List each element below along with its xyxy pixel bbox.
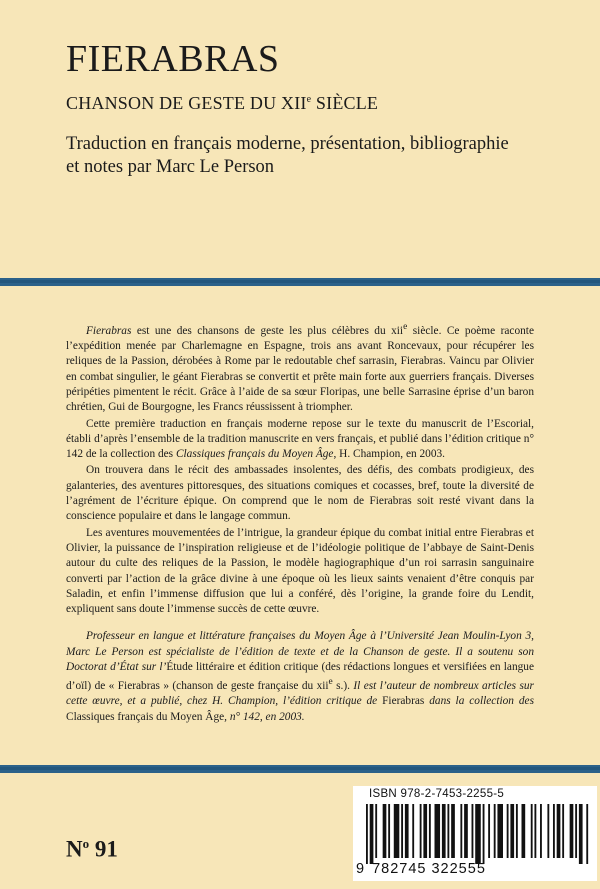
barcode-bar [531, 804, 533, 858]
barcode-bar [423, 804, 427, 858]
barcode-bar [383, 804, 387, 858]
back-cover-text [66, 320, 534, 725]
barcode-icon [366, 804, 590, 864]
barcode-bar [553, 804, 555, 858]
barcode-bar [570, 804, 574, 858]
barcode-bar [510, 804, 514, 858]
barcode-bar [429, 804, 431, 858]
barcode-bar [394, 804, 400, 858]
paragraph-1: Fierabras est une des chansons de geste les plus célèbres du xii$^e$ siècle. Ce poème raconte l’expédition menée par Charlemagne en Espagne, trois ans avant Roncevaux, pour récupérer les reliques de la Passion, dérobées à Rome par le redoutable chef sarrasin, Fierabras. Vaincu par Olivier en combat singulier, le géant Fierabras se convertit et prête main forte aux guerriers français. Diverses péripéties pimentent le récit. Grâce à l’aide de sa sœur Floripas, une belle Sarrasine éprise d’un baron chrétien, Gui de Bourgogne, les Francs réussissent à triompher. [66, 322, 534, 414]
barcode-bar [488, 804, 490, 858]
book-title: FIERABRAS [66, 38, 280, 80]
isbn-label: ISBN 978-2-7453-2255-5 [369, 788, 505, 800]
decorative-band-top [0, 278, 600, 286]
barcode-bar [420, 804, 422, 858]
barcode-bar [412, 804, 414, 858]
paragraph-3: On trouvera dans le récit des ambassades insolentes, des défis, des combats prodigieux, des galanteries, des aventures pittoresques, des situations comiques et cocasses, bref, toute la diversité de l’agrément de l’écriture épique. On comprend que le nom de Fierabras soit resté vivant dans la conscience populaire et dans le langage commun. [66, 464, 534, 523]
barcode-bar [451, 804, 455, 858]
barcode-bar [475, 804, 481, 864]
barcode-bar [494, 804, 496, 858]
barcode-bar [405, 804, 409, 858]
translation-credits: Traduction en français moderne, présentation, bibliographie et notes par Marc Le Person [66, 134, 509, 177]
barcode-bar [557, 804, 561, 858]
book-subtitle: CHANSON DE GESTE DU XIIe SIÈCLE [66, 93, 379, 113]
barcode-bar [447, 804, 449, 858]
barcode-bar [586, 804, 588, 864]
barcode-bar [507, 804, 509, 858]
decorative-band-bottom [0, 765, 600, 773]
barcode-bar [435, 804, 441, 858]
barcode-bar [497, 804, 503, 858]
barcode-bar [575, 804, 577, 858]
barcode-bar [370, 804, 374, 864]
author-biography: Professeur en langue et littérature françaises du Moyen Âge à l’Université Jean Moulin-Lyon 3, Marc Le Person est spécialiste de l’édition de texte et de la Chanson de geste. Il a soutenu son Doctorat d’État sur l’Étude littéraire et édition critique (des rédactions longues et versifiées en langue d’oïl) de « Fierabras » (chanson de geste française du xii$^e$ s.). Il est l’auteur de nombreux articles sur cette œuvre, et a publié, chez H. Champion, l’édition critique de Fierabras dans la collection des Classiques français du Moyen Âge, n° 142, en 2003. [66, 630, 534, 723]
paragraph-2: Cette première traduction en français moderne repose sur le texte du manuscrit de l’Escorial, établi d’après l’ensemble de la tradition manuscrite en vers français, et publié dans l’édition critique n° 142 de la collection des Classiques français du Moyen Âge, H. Champion, en 2003. [66, 417, 534, 461]
barcode-bar [547, 804, 549, 858]
barcode-bar [442, 804, 446, 858]
series-number: $N^o$ 91 [66, 836, 118, 862]
barcode-bar [460, 804, 462, 858]
barcode-bar [483, 804, 485, 864]
barcode-bar [516, 804, 518, 858]
barcode-bar [562, 804, 564, 858]
barcode-bar [522, 804, 526, 858]
barcode-bar [388, 804, 390, 858]
barcode-bar [540, 804, 542, 858]
barcode-bar [401, 804, 403, 858]
barcode-bar [375, 804, 377, 858]
barcode-digits: 9 782745 322555 [356, 861, 486, 877]
barcode-bar [579, 804, 583, 864]
barcode-bar [366, 804, 368, 864]
barcode-bar [534, 804, 536, 858]
paragraph-4: Les aventures mouvementées de l’intrigue, la grandeur épique du combat initial entre Fierabras et Olivier, la puissance de l’inspiration religieuse et de l’idéologie politique de l’abbaye de Saint-Denis autour du culte des reliques de la Passion, le modèle hagiographique d’un roi sarrasin sanguinaire converti par l’action de la grâce divine à une époque où les lieux saints venaient d’être conquis par Saladin, et enfin l’immense diffusion que lui a conféré, dès l’origine, la grande foire du Lendit, expliquent sans doute l’immense succès de cette œuvre. [66, 526, 534, 616]
barcode-bar [464, 804, 468, 858]
barcode-bar [472, 804, 474, 858]
